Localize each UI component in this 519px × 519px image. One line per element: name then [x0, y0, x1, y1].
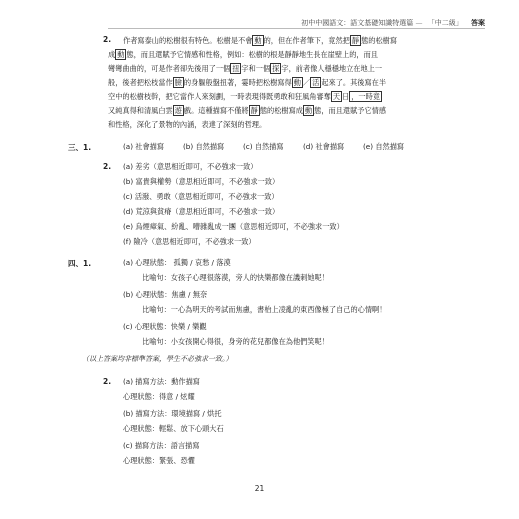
paragraph-text: 態的松樹寫: [361, 36, 398, 45]
paragraph-line: [108, 104, 386, 117]
boxed-character: ，一時竟: [351, 92, 380, 101]
section-3-option-c: (c) 自然描寫: [243, 142, 284, 151]
section-3-2-item-f: (f) 險冷（意思相近即可，不必強求一致）: [123, 237, 256, 246]
boxed-character: 活: [312, 78, 320, 87]
section-3-2-item-b: (b) 富貴與權勢（意思相近即可，不必強求一致）: [123, 177, 280, 186]
paragraph-text: 日: [342, 92, 350, 101]
section-3-2-item-a: (a) 差劣（意思相近即可，不必強求一致）: [123, 162, 258, 171]
paragraph-text: 又純真得和清風白雲: [108, 106, 173, 115]
boxed-character: 動: [293, 78, 301, 87]
section-3-option-d: (d) 社會描寫: [303, 142, 345, 151]
header-separator: —: [415, 19, 423, 27]
section-4-item-b-state: (b) 心理狀態：焦慮 / 無奈: [123, 290, 208, 299]
section-3-2-item-d: (d) 荒涼與貧瘠（意思相近即可，不必強求一致）: [123, 207, 280, 216]
paragraph-text: 態，而且還賦予它情感: [314, 106, 387, 115]
boxed-character: 靜: [351, 36, 360, 45]
paragraph-line: [123, 34, 397, 47]
section-4-item-a-metaphor: 比喻句：女孩子心理很落漠，旁人的快樂都像在譏刺她呢！: [142, 273, 329, 282]
section-3-2-item-e: (e) 烏煙瘴氣、紛亂、嘈雜亂成一團（意思相近即可，不必強求一致）: [123, 222, 344, 231]
boxed-character: 靜: [250, 106, 258, 115]
header-answer-label: 答案: [471, 19, 485, 27]
header-title: 初中中國語文：語文基礎知識特選篇: [301, 19, 414, 27]
page-header: [301, 18, 485, 28]
boxed-character: 扭: [232, 64, 240, 73]
boxed-character: 遊: [174, 106, 182, 115]
paragraph-line: [108, 118, 266, 131]
paragraph-line: [108, 48, 378, 61]
boxed-character: 探: [272, 64, 280, 73]
boxed-character: 臉: [174, 78, 182, 87]
paragraph-line: [108, 76, 386, 89]
section-4-2-item-c-state: 心理狀態：緊張、恐懼: [123, 456, 195, 465]
section-4-item-b-metaphor: 比喻句：一心為明天的考試而焦慮，書枱上凌亂的東西像極了自己的心情啊！: [142, 305, 387, 314]
paragraph-text: 戲。這種描寫不僅將: [183, 106, 249, 115]
section-4-item-c-state: (c) 心理狀態：快樂 / 樂觀: [123, 322, 207, 331]
section-3-option-e: (e) 自然描寫: [363, 142, 405, 151]
paragraph-text: 字和一個: [241, 64, 271, 73]
section-4-item-c-metaphor: 比喻句：小女孩開心得很，身旁的花兒都像在為他們笑呢！: [142, 337, 329, 346]
paragraph-text: 態，而且還賦予它情感和性格，例如：松樹的根是靜靜地生長在崖壁上的，而且: [126, 50, 378, 59]
paragraph-text: ／: [302, 78, 311, 87]
section-4-2-item-a-method: (a) 描寫方法：動作描寫: [123, 377, 200, 386]
section-4-note: （以上答案均非標準答案，學生不必強求一致。）: [82, 355, 233, 363]
section-4-2-item-a-state: 心理狀態：得意 / 炫耀: [123, 392, 195, 401]
section-4-label: 四、1.: [68, 259, 92, 268]
section-4-2-item-c-method: (c) 描寫方法：語言描寫: [123, 441, 200, 450]
section-3-option-b: (b) 自然描寫: [183, 142, 225, 151]
paragraph-text: 字，前者像人穩穩地立在地上一: [281, 64, 383, 73]
paragraph-text: 般，後者把松枝當作: [108, 78, 173, 87]
section-3-2-label: 2.: [103, 162, 112, 171]
paragraph-text: 作者寫泰山的松樹很有特色。松樹是不會: [123, 36, 253, 45]
section-4-2-item-b-method: (b) 描寫方法：環境描寫 / 烘托: [123, 409, 222, 418]
boxed-character: 動: [117, 50, 125, 59]
paragraph-text: 態的松樹寫成: [259, 106, 303, 115]
section-3-option-a: (a) 社會描寫: [123, 142, 165, 151]
paragraph-text: 的身軀般盤扭著，霎時把松樹寫得: [183, 78, 292, 87]
page-number: 21: [254, 484, 265, 493]
header-divider: [108, 28, 485, 29]
section-3-2-item-c: (c) 活潑、勇敢（意思相近即可，不必強求一致）: [123, 192, 279, 201]
paragraph-line: [108, 90, 382, 103]
paragraph-text: 成: [108, 50, 116, 59]
section-4-2-item-b-state: 心理狀態：輕鬆、放下心頭大石: [123, 424, 224, 433]
paragraph-text: 的，但在作者筆下，竟然把: [263, 36, 350, 45]
paragraph-text: 起來了。其後寫在半: [321, 78, 387, 87]
paragraph-line: [108, 62, 382, 75]
paragraph-text: 空中的松樹枝幹，把它當作人來刻劃，一時表現得既勇敢和狂風角審奪: [108, 92, 331, 101]
boxed-character: 動: [254, 36, 262, 45]
section-4-item-a-state: (a) 心理狀態： 孤獨 / 哀愁 / 落漠: [123, 258, 231, 267]
item-2-number: 2.: [103, 35, 112, 44]
boxed-character: 天: [332, 92, 341, 101]
paragraph-text: 彎彎曲曲的，可是作者卻先後用了一個: [108, 64, 231, 73]
section-4-2-label: 2.: [103, 377, 112, 386]
header-grade: 「中二級」: [427, 19, 463, 27]
boxed-character: 動: [304, 106, 313, 115]
section-3-label: 三、1.: [68, 143, 92, 152]
paragraph-text: 和性格，深化了景物的內涵，表達了深刻的哲理。: [108, 120, 267, 129]
